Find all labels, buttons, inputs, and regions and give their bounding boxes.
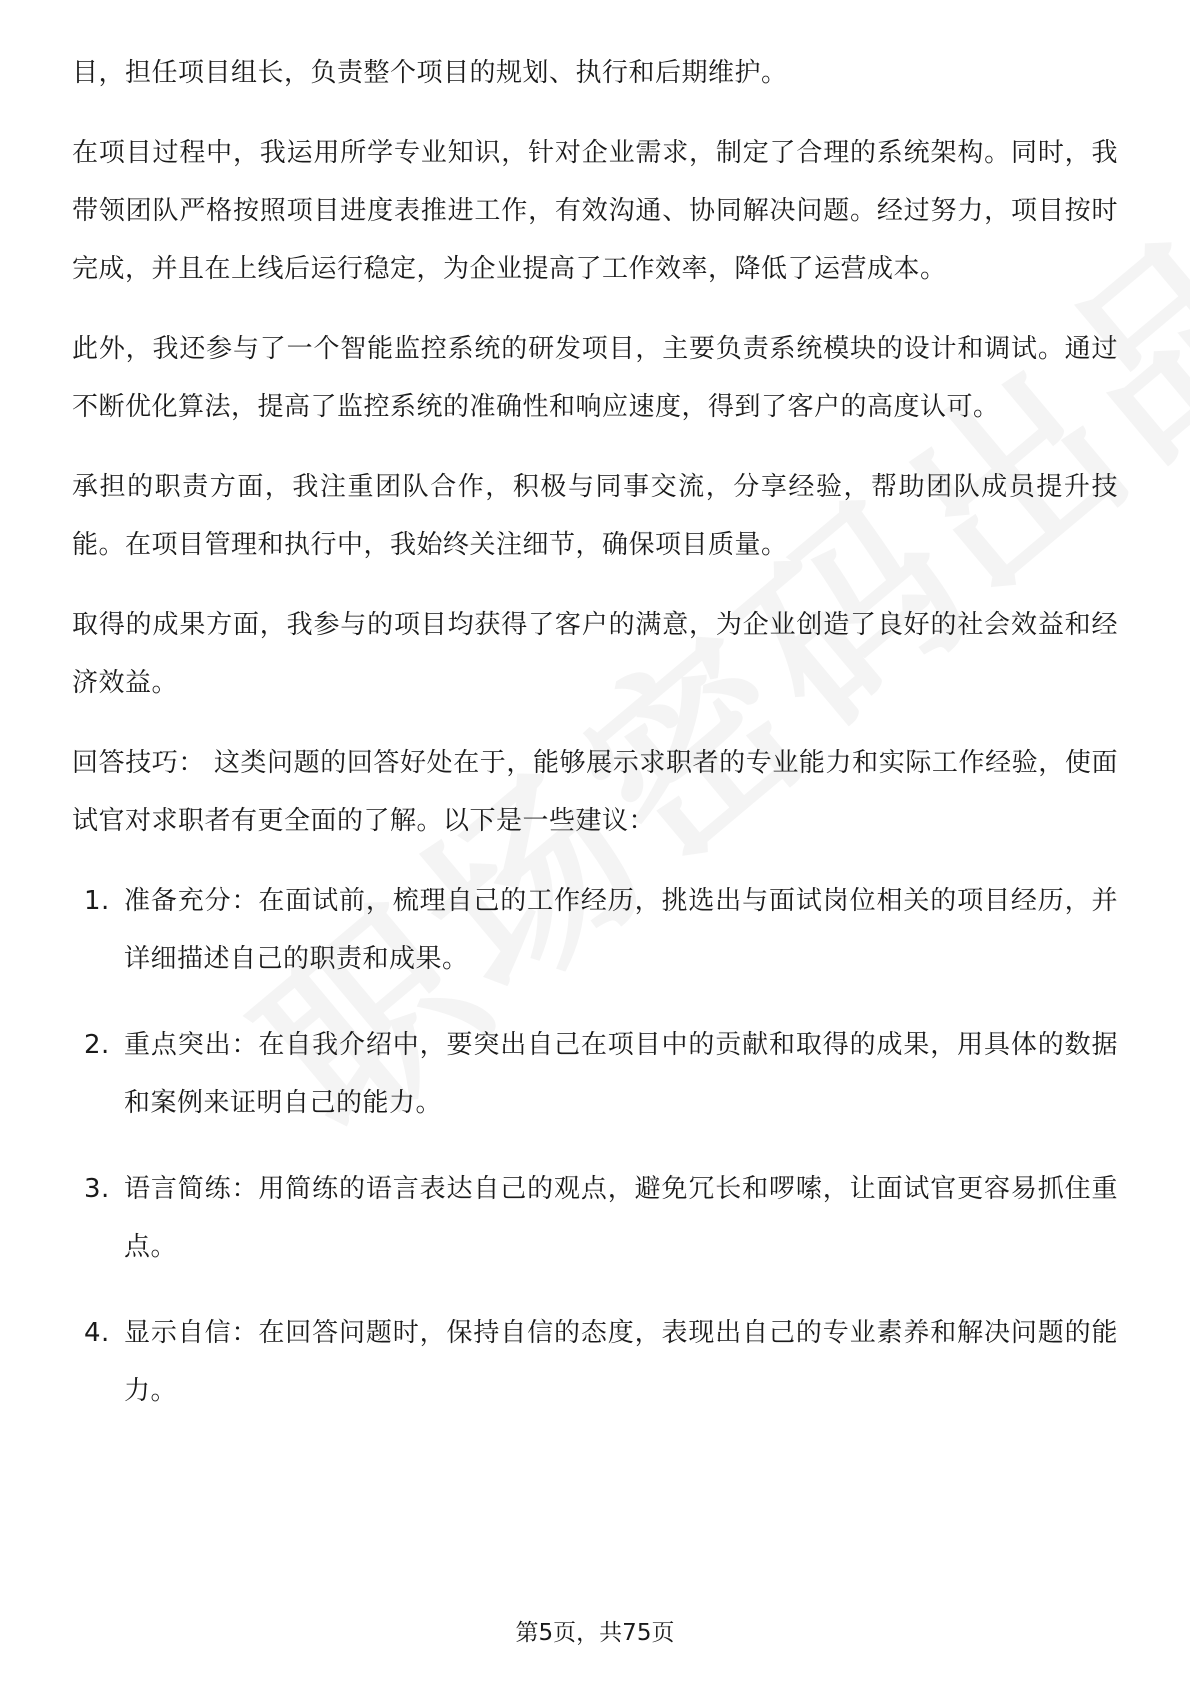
paragraph-achievements: 取得的成果方面，我参与的项目均获得了客户的满意，为企业创造了良好的社会效益和经济效益。	[72, 610, 1118, 698]
paragraph-project-process: 在项目过程中，我运用所学专业知识，针对企业需求，制定了合理的系统架构。同时，我带领团队严格按照项目进度表推进工作，有效沟通、协同解决问题。经过努力，项目按时完成，并且在上线后运行稳定，为企业提高了工作效率，降低了运营成本。	[72, 138, 1118, 284]
list-item-text: 准备充分：在面试前，梳理自己的工作经历，挑选出与面试岗位相关的项目经历，并详细描述自己的职责和成果。	[124, 886, 1118, 974]
list-item	[72, 1160, 1118, 1276]
page-footer: 第5页，共75页	[515, 1620, 675, 1646]
list-item	[72, 872, 1118, 988]
list-item-text: 重点突出：在自我介绍中，要突出自己在项目中的贡献和取得的成果，用具体的数据和案例来证明自己的能力。	[124, 1030, 1118, 1118]
list-number: 4.	[84, 1318, 110, 1348]
list-item	[72, 1304, 1118, 1420]
paragraph-responsibilities: 承担的职责方面，我注重团队合作，积极与同事交流，分享经验，帮助团队成员提升技能。在项目管理和执行中，我始终关注细节，确保项目质量。	[72, 472, 1118, 560]
paragraph-project-role: 目，担任项目组长，负责整个项目的规划、执行和后期维护。	[72, 58, 788, 88]
list-item	[72, 1016, 1118, 1132]
list-item-text: 语言简练：用简练的语言表达自己的观点，避免冗长和啰嗦，让面试官更容易抓住重点。	[124, 1174, 1118, 1262]
list-number: 3.	[84, 1174, 110, 1204]
tips-list	[72, 872, 1118, 1420]
paragraph-answer-tips: 回答技巧： 这类问题的回答好处在于，能够展示求职者的专业能力和实际工作经验，使面试官对求职者有更全面的了解。以下是一些建议：	[72, 748, 1118, 836]
list-number: 1.	[84, 886, 110, 916]
list-number: 2.	[84, 1030, 110, 1060]
paragraph-monitoring-project: 此外，我还参与了一个智能监控系统的研发项目，主要负责系统模块的设计和调试。通过不断优化算法，提高了监控系统的准确性和响应速度，得到了客户的高度认可。	[72, 334, 1118, 422]
page-content	[72, 44, 1118, 1448]
list-item-text: 显示自信：在回答问题时，保持自信的态度，表现出自己的专业素养和解决问题的能力。	[124, 1318, 1118, 1406]
